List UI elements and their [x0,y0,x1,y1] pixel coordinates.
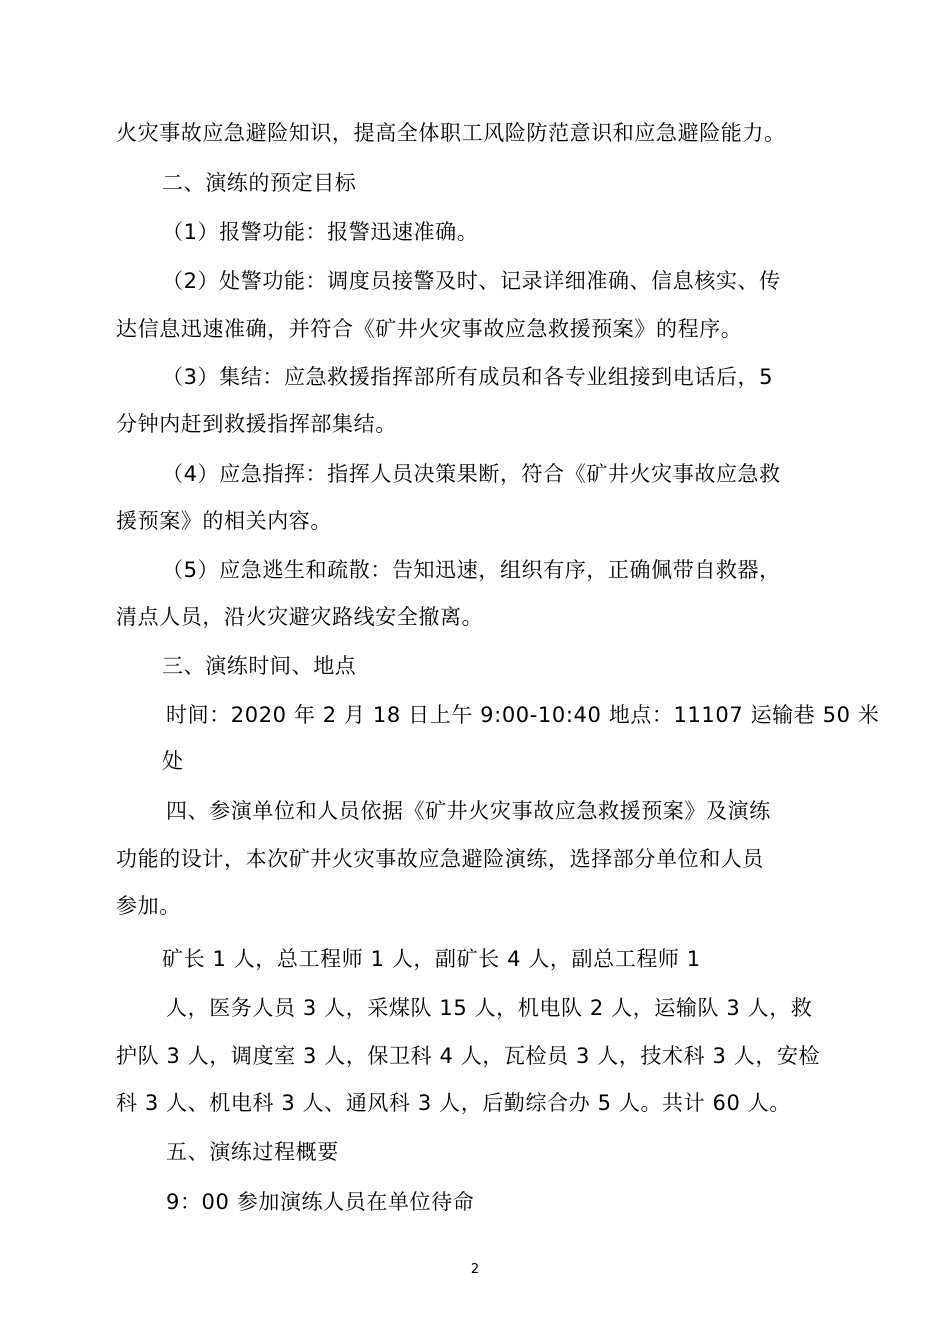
body-line: 护队 3 人，调度室 3 人，保卫科 4 人，瓦检员 3 人，技术科 3 人，安检 [116,1044,821,1068]
body-line: 9：00 参加演练人员在单位待命 [166,1190,475,1214]
body-line: 分钟内赶到救援指挥部集结。 [116,412,397,436]
section-heading: 五、演练过程概要 [166,1140,339,1164]
section-heading: 四、参演单位和人员依据《矿井火灾事故应急救援预案》及演练 [166,799,771,823]
page-number: 2 [470,1262,480,1277]
body-line: （2）处警功能：调度员接警及时、记录详细准确、信息核实、传 [162,269,781,293]
body-line: 参加。 [116,894,181,918]
body-line: 达信息迅速准确，并符合《矿井火灾事故应急救援预案》的程序。 [116,317,743,341]
body-line: （1）报警功能：报警迅速准确。 [162,220,479,244]
body-line: 火灾事故应急避险知识，提高全体职工风险防范意识和应急避险能力。 [116,121,786,145]
body-line: （4）应急指挥：指挥人员决策果断，符合《矿井火灾事故应急救 [162,462,781,486]
body-line: 处 [162,749,184,773]
body-line: 清点人员，沿火灾避灾路线安全撤离。 [116,605,484,629]
section-heading: 二、演练的预定目标 [162,171,357,195]
section-heading: 三、演练时间、地点 [162,654,357,678]
body-line: 人，医务人员 3 人，采煤队 15 人，机电队 2 人，运输队 3 人，救 [166,996,813,1020]
body-line: 功能的设计，本次矿井火灾事故应急避险演练，选择部分单位和人员 [116,847,764,871]
body-line: （5）应急逃生和疏散：告知迅速，组织有序，正确佩带自救器， [162,558,781,582]
body-line: 矿长 1 人，总工程师 1 人，副矿长 4 人，副总工程师 1 [162,947,701,971]
body-line: 科 3 人、机电科 3 人、通风科 3 人，后勤综合办 5 人。共计 60 人。 [116,1091,791,1115]
body-line: 援预案》的相关内容。 [116,509,332,533]
body-line: 时间：2020 年 2 月 18 日上午 9:00-10:40 地点：11107 运输巷 50 米 [166,703,880,727]
body-line: （3）集结：应急救援指挥部所有成员和各专业组接到电话后，5 [162,365,774,389]
